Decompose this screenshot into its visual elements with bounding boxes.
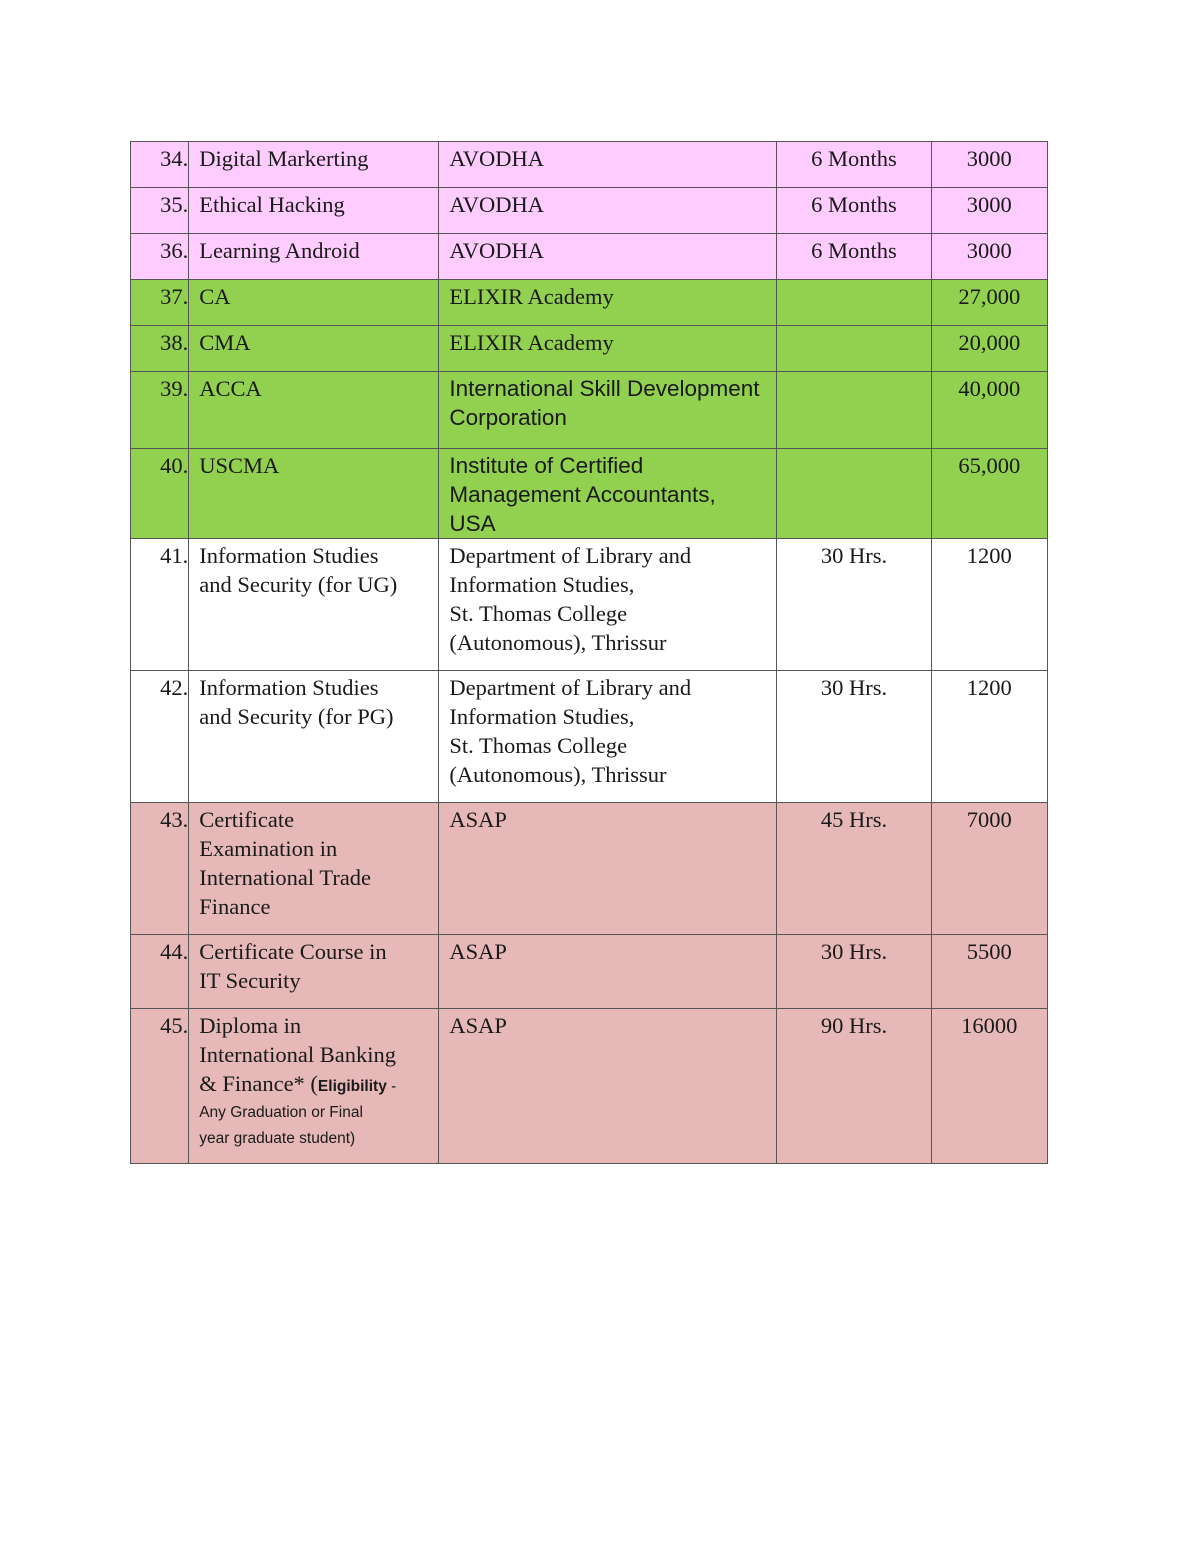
eligibility-label: Eligibility [317,1078,387,1095]
duration: 45 Hrs. [777,803,931,935]
course-name [189,449,439,539]
eligibility-dash: - [386,1078,397,1095]
course-name-line: Finance [199,894,271,919]
institution-line: St. Thomas College [449,733,628,758]
course-name-line: Examination in [199,836,338,861]
table-row [131,935,1048,1009]
course-name-line: International Banking [199,1042,397,1067]
institution-line: Department of Library and [449,543,692,568]
table-row [131,142,1048,188]
row-number: 37. [131,280,189,326]
courses-table-body [131,142,1048,1164]
institution-line: International Skill Development [449,376,760,401]
fee: 7000 [931,803,1047,935]
table-row [131,234,1048,280]
institution-line: ASAP [449,939,507,964]
course-name-line: Digital Markerting [199,146,369,171]
table-row [131,539,1048,671]
table-row [131,326,1048,372]
duration: 6 Months [777,234,931,280]
course-name-line: CMA [199,330,251,355]
course-name-line: IT Security [199,968,301,993]
institution-line: (Autonomous), Thrissur [449,762,667,787]
course-name-line: CA [199,284,231,309]
row-number: 42. [131,671,189,803]
table-row [131,671,1048,803]
institution-line: St. Thomas College [449,601,628,626]
fee: 5500 [931,935,1047,1009]
table-row [131,188,1048,234]
institution-line: ELIXIR Academy [449,284,614,309]
row-number: 41. [131,539,189,671]
institution-line: (Autonomous), Thrissur [449,630,667,655]
institution-line: ELIXIR Academy [449,330,614,355]
courses-table [130,141,1048,1164]
row-number: 45. [131,1009,189,1164]
row-number: 36. [131,234,189,280]
course-name [189,803,439,935]
institution-line: Department of Library and [449,675,692,700]
institution-line: AVODHA [449,238,544,263]
eligibility-text: Any Graduation or Final [199,1104,363,1121]
institution [439,803,777,935]
institution [439,449,777,539]
row-number: 43. [131,803,189,935]
duration: 30 Hrs. [777,671,931,803]
institution [439,372,777,449]
table-row [131,449,1048,539]
fee: 3000 [931,188,1047,234]
course-name-line: International Trade [199,865,372,890]
course-name-line: Certificate [199,807,295,832]
course-name [189,372,439,449]
course-name [189,142,439,188]
institution [439,188,777,234]
course-name-line: & Finance* ( [199,1071,318,1096]
course-name [189,326,439,372]
course-name-line: Information Studies [199,543,379,568]
fee: 1200 [931,539,1047,671]
institution-line: AVODHA [449,192,544,217]
row-number: 34. [131,142,189,188]
row-number: 35. [131,188,189,234]
course-name [189,935,439,1009]
institution [439,280,777,326]
row-number: 38. [131,326,189,372]
duration: 6 Months [777,188,931,234]
institution [439,539,777,671]
institution-line: Information Studies, [449,572,635,597]
row-number: 40. [131,449,189,539]
course-name [189,539,439,671]
eligibility-text: year graduate student) [199,1130,356,1147]
institution [439,326,777,372]
fee: 16000 [931,1009,1047,1164]
table-row [131,803,1048,935]
course-name [189,234,439,280]
institution-line: ASAP [449,807,507,832]
course-name-line: Learning Android [199,238,360,263]
course-name-line: and Security (for PG) [199,704,394,729]
duration: 30 Hrs. [777,539,931,671]
fee: 27,000 [931,280,1047,326]
course-name-line: Ethical Hacking [199,192,345,217]
institution-line: Institute of Certified [449,453,644,478]
institution [439,1009,777,1164]
course-name [189,671,439,803]
course-name-line: Information Studies [199,675,379,700]
institution [439,935,777,1009]
institution-line: AVODHA [449,146,544,171]
duration: 30 Hrs. [777,935,931,1009]
course-name-line: ACCA [199,376,262,401]
fee: 1200 [931,671,1047,803]
course-name [189,188,439,234]
table-row [131,280,1048,326]
course-name-line: and Security (for UG) [199,572,398,597]
duration [777,280,931,326]
institution-line: Management Accountants, USA [449,482,716,536]
institution-line: ASAP [449,1013,507,1038]
fee: 65,000 [931,449,1047,539]
course-name [189,1009,439,1164]
row-number: 39. [131,372,189,449]
table-row [131,1009,1048,1164]
institution-line: Information Studies, [449,704,635,729]
fee: 20,000 [931,326,1047,372]
institution-line: Corporation [449,405,567,430]
duration [777,449,931,539]
course-name-line: Certificate Course in [199,939,387,964]
course-name-line: Diploma in [199,1013,302,1038]
table-row [131,372,1048,449]
fee: 40,000 [931,372,1047,449]
fee: 3000 [931,142,1047,188]
course-name-line: USCMA [199,453,280,478]
institution [439,234,777,280]
course-name [189,280,439,326]
fee: 3000 [931,234,1047,280]
duration [777,326,931,372]
institution [439,142,777,188]
duration [777,372,931,449]
duration: 90 Hrs. [777,1009,931,1164]
row-number: 44. [131,935,189,1009]
duration: 6 Months [777,142,931,188]
institution [439,671,777,803]
